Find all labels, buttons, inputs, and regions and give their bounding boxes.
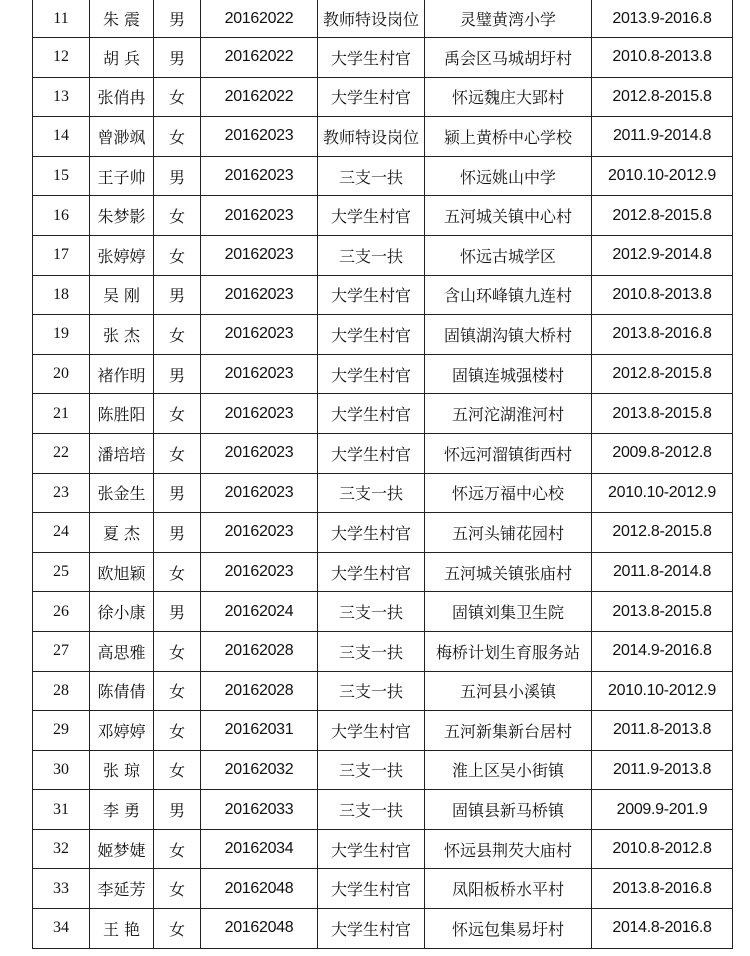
roster-body (33, 0, 733, 948)
row-number-cell: 33 (33, 869, 90, 909)
program-type-cell: 教师特设岗位 (318, 117, 425, 157)
exam-id-cell: 20162023 (201, 552, 318, 592)
exam-id-cell: 20162028 (201, 671, 318, 711)
program-type-cell: 大学生村官 (318, 552, 425, 592)
gender-cell: 女 (154, 196, 201, 236)
program-type-cell: 大学生村官 (318, 77, 425, 117)
table-row (33, 117, 733, 157)
gender-cell: 男 (154, 592, 201, 632)
service-period-cell: 2010.10-2012.9 (592, 671, 733, 711)
table-row (33, 433, 733, 473)
service-period-cell: 2011.9-2013.8 (592, 750, 733, 790)
service-period-cell: 2012.9-2014.8 (592, 235, 733, 275)
row-number-cell: 30 (33, 750, 90, 790)
exam-id-cell: 20162031 (201, 711, 318, 751)
exam-id-cell: 20162023 (201, 354, 318, 394)
table-row (33, 592, 733, 632)
service-unit-cell: 灵璧黄湾小学 (425, 0, 592, 38)
table-row (33, 513, 733, 553)
service-unit-cell: 怀远包集易圩村 (425, 909, 592, 949)
program-type-cell: 大学生村官 (318, 196, 425, 236)
service-unit-cell: 凤阳板桥水平村 (425, 869, 592, 909)
person-name-cell: 吴 刚 (90, 275, 154, 315)
table-row (33, 790, 733, 830)
table-row (33, 394, 733, 434)
service-period-cell: 2011.9-2014.8 (592, 117, 733, 157)
row-number-cell: 32 (33, 829, 90, 869)
row-number-cell: 11 (33, 0, 90, 38)
program-type-cell: 教师特设岗位 (318, 0, 425, 38)
gender-cell: 男 (154, 790, 201, 830)
gender-cell: 男 (154, 0, 201, 38)
service-period-cell: 2010.8-2013.8 (592, 275, 733, 315)
service-unit-cell: 怀远县荆芡大庙村 (425, 829, 592, 869)
table-row (33, 631, 733, 671)
service-period-cell: 2013.8-2016.8 (592, 869, 733, 909)
service-period-cell: 2009.8-2012.8 (592, 433, 733, 473)
row-number-cell: 27 (33, 631, 90, 671)
program-type-cell: 大学生村官 (318, 394, 425, 434)
exam-id-cell: 20162023 (201, 156, 318, 196)
person-name-cell: 徐小康 (90, 592, 154, 632)
table-row (33, 473, 733, 513)
program-type-cell: 三支一扶 (318, 592, 425, 632)
table-row (33, 552, 733, 592)
service-period-cell: 2012.8-2015.8 (592, 354, 733, 394)
exam-id-cell: 20162028 (201, 631, 318, 671)
exam-id-cell: 20162023 (201, 315, 318, 355)
service-period-cell: 2012.8-2015.8 (592, 196, 733, 236)
service-unit-cell: 五河城关镇中心村 (425, 196, 592, 236)
exam-id-cell: 20162022 (201, 77, 318, 117)
exam-id-cell: 20162023 (201, 196, 318, 236)
row-number-cell: 15 (33, 156, 90, 196)
gender-cell: 男 (154, 513, 201, 553)
exam-id-cell: 20162023 (201, 433, 318, 473)
person-name-cell: 陈胜阳 (90, 394, 154, 434)
exam-id-cell: 20162034 (201, 829, 318, 869)
gender-cell: 女 (154, 394, 201, 434)
gender-cell: 男 (154, 354, 201, 394)
program-type-cell: 三支一扶 (318, 631, 425, 671)
row-number-cell: 18 (33, 275, 90, 315)
gender-cell: 女 (154, 315, 201, 355)
program-type-cell: 大学生村官 (318, 433, 425, 473)
gender-cell: 女 (154, 433, 201, 473)
service-unit-cell: 怀远魏庄大郢村 (425, 77, 592, 117)
person-name-cell: 邓婷婷 (90, 711, 154, 751)
exam-id-cell: 20162023 (201, 235, 318, 275)
service-unit-cell: 五河沱湖淮河村 (425, 394, 592, 434)
service-period-cell: 2010.8-2013.8 (592, 38, 733, 78)
service-unit-cell: 怀远姚山中学 (425, 156, 592, 196)
program-type-cell: 大学生村官 (318, 513, 425, 553)
program-type-cell: 大学生村官 (318, 909, 425, 949)
gender-cell: 女 (154, 671, 201, 711)
table-row (33, 909, 733, 949)
row-number-cell: 29 (33, 711, 90, 751)
exam-id-cell: 20162023 (201, 394, 318, 434)
gender-cell: 女 (154, 235, 201, 275)
person-name-cell: 张金生 (90, 473, 154, 513)
person-name-cell: 张婷婷 (90, 235, 154, 275)
program-type-cell: 大学生村官 (318, 869, 425, 909)
program-type-cell: 大学生村官 (318, 829, 425, 869)
person-name-cell: 王子帅 (90, 156, 154, 196)
exam-id-cell: 20162023 (201, 473, 318, 513)
service-period-cell: 2013.8-2015.8 (592, 394, 733, 434)
service-period-cell: 2010.10-2012.9 (592, 156, 733, 196)
person-name-cell: 高思雅 (90, 631, 154, 671)
person-name-cell: 夏 杰 (90, 513, 154, 553)
service-unit-cell: 固镇连城强楼村 (425, 354, 592, 394)
table-row (33, 38, 733, 78)
person-name-cell: 朱梦影 (90, 196, 154, 236)
exam-id-cell: 20162023 (201, 275, 318, 315)
program-type-cell: 大学生村官 (318, 711, 425, 751)
program-type-cell: 三支一扶 (318, 671, 425, 711)
person-name-cell: 朱 震 (90, 0, 154, 38)
person-name-cell: 褚作明 (90, 354, 154, 394)
row-number-cell: 34 (33, 909, 90, 949)
row-number-cell: 24 (33, 513, 90, 553)
service-unit-cell: 五河城关镇张庙村 (425, 552, 592, 592)
service-unit-cell: 怀远河溜镇街西村 (425, 433, 592, 473)
table-row (33, 829, 733, 869)
person-name-cell: 胡 兵 (90, 38, 154, 78)
service-period-cell: 2012.8-2015.8 (592, 77, 733, 117)
table-row (33, 196, 733, 236)
table-row (33, 0, 733, 38)
service-unit-cell: 五河头铺花园村 (425, 513, 592, 553)
service-unit-cell: 怀远古城学区 (425, 235, 592, 275)
table-row (33, 750, 733, 790)
table-row (33, 711, 733, 751)
service-period-cell: 2011.8-2013.8 (592, 711, 733, 751)
exam-id-cell: 20162032 (201, 750, 318, 790)
program-type-cell: 三支一扶 (318, 790, 425, 830)
row-number-cell: 31 (33, 790, 90, 830)
row-number-cell: 20 (33, 354, 90, 394)
service-unit-cell: 固镇县新马桥镇 (425, 790, 592, 830)
program-type-cell: 三支一扶 (318, 156, 425, 196)
gender-cell: 男 (154, 38, 201, 78)
program-type-cell: 大学生村官 (318, 315, 425, 355)
row-number-cell: 26 (33, 592, 90, 632)
person-name-cell: 李延芳 (90, 869, 154, 909)
row-number-cell: 17 (33, 235, 90, 275)
table-row (33, 275, 733, 315)
table-row (33, 156, 733, 196)
row-number-cell: 16 (33, 196, 90, 236)
table-row (33, 77, 733, 117)
table-row (33, 869, 733, 909)
roster-table (32, 0, 733, 949)
exam-id-cell: 20162023 (201, 117, 318, 157)
gender-cell: 女 (154, 631, 201, 671)
service-period-cell: 2013.9-2016.8 (592, 0, 733, 38)
exam-id-cell: 20162022 (201, 38, 318, 78)
exam-id-cell: 20162022 (201, 0, 318, 38)
row-number-cell: 14 (33, 117, 90, 157)
program-type-cell: 大学生村官 (318, 275, 425, 315)
service-unit-cell: 五河县小溪镇 (425, 671, 592, 711)
service-unit-cell: 怀远万福中心校 (425, 473, 592, 513)
service-period-cell: 2013.8-2016.8 (592, 315, 733, 355)
gender-cell: 女 (154, 117, 201, 157)
service-period-cell: 2011.8-2014.8 (592, 552, 733, 592)
service-unit-cell: 梅桥计划生育服务站 (425, 631, 592, 671)
person-name-cell: 姬梦婕 (90, 829, 154, 869)
table-row (33, 354, 733, 394)
row-number-cell: 28 (33, 671, 90, 711)
table-row (33, 315, 733, 355)
row-number-cell: 23 (33, 473, 90, 513)
program-type-cell: 三支一扶 (318, 750, 425, 790)
service-period-cell: 2010.10-2012.9 (592, 473, 733, 513)
service-unit-cell: 淮上区吴小街镇 (425, 750, 592, 790)
person-name-cell: 李 勇 (90, 790, 154, 830)
gender-cell: 男 (154, 156, 201, 196)
person-name-cell: 欧旭颖 (90, 552, 154, 592)
program-type-cell: 大学生村官 (318, 354, 425, 394)
person-name-cell: 陈倩倩 (90, 671, 154, 711)
service-period-cell: 2013.8-2015.8 (592, 592, 733, 632)
gender-cell: 男 (154, 275, 201, 315)
gender-cell: 女 (154, 750, 201, 790)
exam-id-cell: 20162048 (201, 909, 318, 949)
person-name-cell: 张俏冉 (90, 77, 154, 117)
row-number-cell: 22 (33, 433, 90, 473)
exam-id-cell: 20162023 (201, 513, 318, 553)
service-unit-cell: 固镇湖沟镇大桥村 (425, 315, 592, 355)
exam-id-cell: 20162033 (201, 790, 318, 830)
person-name-cell: 张 杰 (90, 315, 154, 355)
exam-id-cell: 20162048 (201, 869, 318, 909)
gender-cell: 女 (154, 711, 201, 751)
service-period-cell: 2014.8-2016.8 (592, 909, 733, 949)
service-unit-cell: 五河新集新台居村 (425, 711, 592, 751)
row-number-cell: 21 (33, 394, 90, 434)
service-period-cell: 2009.9-201.9 (592, 790, 733, 830)
gender-cell: 女 (154, 869, 201, 909)
service-unit-cell: 颍上黄桥中心学校 (425, 117, 592, 157)
gender-cell: 女 (154, 552, 201, 592)
row-number-cell: 19 (33, 315, 90, 355)
program-type-cell: 三支一扶 (318, 235, 425, 275)
service-unit-cell: 含山环峰镇九连村 (425, 275, 592, 315)
table-row (33, 671, 733, 711)
person-name-cell: 潘培培 (90, 433, 154, 473)
program-type-cell: 三支一扶 (318, 473, 425, 513)
program-type-cell: 大学生村官 (318, 38, 425, 78)
row-number-cell: 25 (33, 552, 90, 592)
row-number-cell: 13 (33, 77, 90, 117)
gender-cell: 女 (154, 909, 201, 949)
person-name-cell: 王 艳 (90, 909, 154, 949)
gender-cell: 男 (154, 473, 201, 513)
table-row (33, 235, 733, 275)
gender-cell: 女 (154, 829, 201, 869)
row-number-cell: 12 (33, 38, 90, 78)
service-unit-cell: 固镇刘集卫生院 (425, 592, 592, 632)
service-period-cell: 2014.9-2016.8 (592, 631, 733, 671)
service-period-cell: 2010.8-2012.8 (592, 829, 733, 869)
service-unit-cell: 禹会区马城胡圩村 (425, 38, 592, 78)
exam-id-cell: 20162024 (201, 592, 318, 632)
service-period-cell: 2012.8-2015.8 (592, 513, 733, 553)
person-name-cell: 曾渺飒 (90, 117, 154, 157)
gender-cell: 女 (154, 77, 201, 117)
person-name-cell: 张 琼 (90, 750, 154, 790)
